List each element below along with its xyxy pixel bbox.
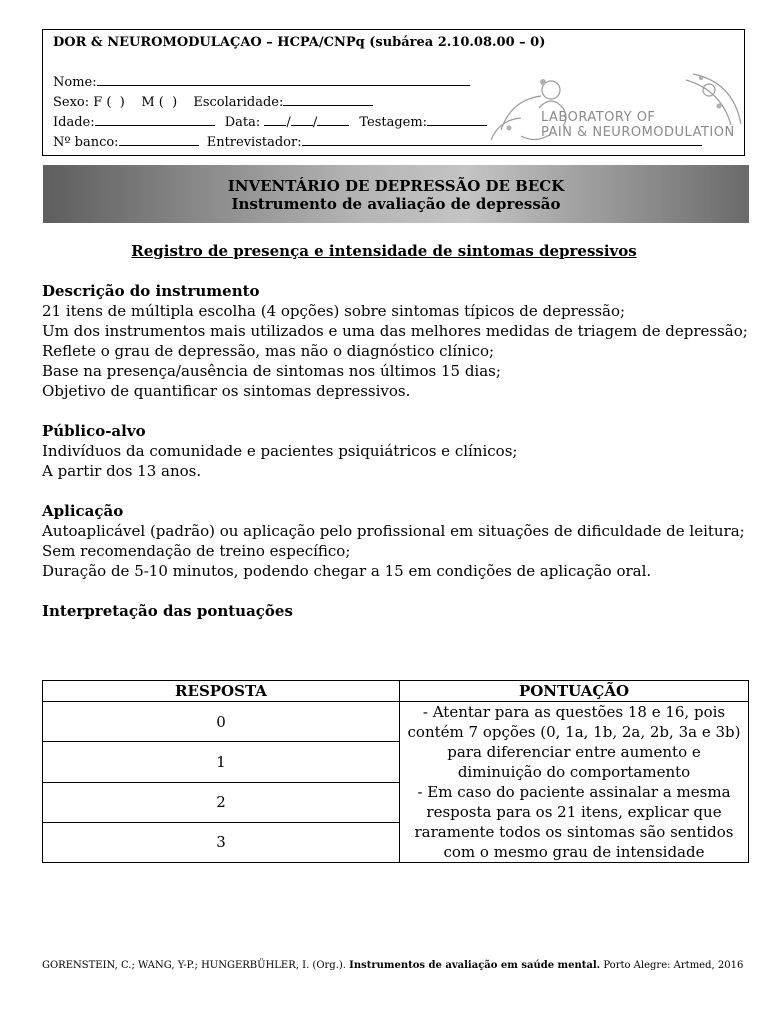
- idade-row: Idade: Data: / / Testagem:: [53, 113, 487, 130]
- publico-line: A partir dos 13 anos.: [42, 462, 202, 480]
- escolaridade-label: Escolaridade:: [193, 95, 284, 110]
- lab-logo: [481, 70, 743, 148]
- title-band: [43, 165, 749, 223]
- publico-line: Indivíduos da comunidade e pacientes psiquiátricos e clínicos;: [42, 442, 518, 460]
- footer-publisher: Porto Alegre: Artmed, 2016: [603, 960, 744, 971]
- note-line: - Em caso do paciente assinalar a mesma: [417, 783, 731, 801]
- aplicacao-line: Duração de 5-10 minutos, podendo chegar a 15 em condições de aplicação oral.: [42, 562, 652, 580]
- logo-line1: LABORATORY OF: [541, 110, 656, 125]
- lab-logo-text: [541, 110, 735, 140]
- footer-book: Instrumentos de avaliação em saúde mental.: [349, 960, 601, 971]
- descricao-line: Reflete o grau de depressão, mas não o diagnóstico clínico;: [42, 342, 495, 360]
- data-month-field[interactable]: [291, 113, 313, 126]
- footer-citation: [42, 960, 743, 971]
- descricao-heading: Descrição do instrumento: [42, 282, 260, 300]
- document-subtitle: Instrumento de avaliação de depressão: [231, 195, 561, 213]
- table-row: [43, 702, 749, 742]
- descricao-line: Base na presença/ausência de sintomas nos últimos 15 dias;: [42, 362, 501, 380]
- logo-line2: PAIN & NEUROMODULATION: [541, 125, 735, 140]
- interpretacao-heading: Interpretação das pontuações: [42, 602, 293, 620]
- pontuacao-note-cell: [400, 702, 749, 863]
- note-line: diminuição do comportamento: [457, 763, 691, 781]
- descricao-line: 21 itens de múltipla escolha (4 opções) sobre sintomas típicos de depressão;: [42, 302, 626, 320]
- document-title: INVENTÁRIO DE DEPRESSÃO DE BECK: [227, 177, 565, 195]
- nome-label: Nome:: [53, 75, 97, 90]
- note-line: raramente todos os sintomas são sentidos: [414, 823, 734, 841]
- sexo-row: [53, 93, 373, 110]
- testagem-field[interactable]: [427, 113, 487, 126]
- aplicacao-line: Autoaplicável (padrão) ou aplicação pelo profissional em situações de dificuldade de leitura;: [42, 522, 745, 540]
- resposta-cell: 2: [43, 782, 400, 822]
- note-line: - Atentar para as questões 18 e 16, pois: [422, 703, 726, 721]
- data-label: Data:: [224, 115, 261, 130]
- body-content: [42, 281, 748, 621]
- nome-row: [53, 73, 470, 90]
- aplicacao-line: Sem recomendação de treino específico;: [42, 542, 351, 560]
- resposta-cell: 3: [43, 822, 400, 862]
- header-form-box: [42, 29, 745, 156]
- data-year-field[interactable]: [317, 113, 349, 126]
- nbanco-field[interactable]: [119, 133, 199, 146]
- descricao-line: Um dos instrumentos mais utilizados e uma das melhores medidas de triagem de depressão;: [42, 322, 748, 340]
- nome-field[interactable]: [97, 73, 470, 86]
- data-day-field[interactable]: [264, 113, 286, 126]
- idade-label: Idade:: [53, 115, 95, 130]
- score-table: [42, 680, 749, 863]
- testagem-label: Testagem:: [359, 115, 428, 130]
- header-title: DOR & NEUROMODULAÇAO – HCPA/CNPq (subárea 2.10.08.00 – 0): [53, 35, 546, 50]
- note-line: com o mesmo grau de intensidade: [443, 843, 705, 861]
- descricao-line: Objetivo de quantificar os sintomas depressivos.: [42, 382, 411, 400]
- note-line: para diferenciar entre aumento e: [447, 743, 701, 761]
- resposta-cell: 0: [43, 702, 400, 742]
- section-subtitle: Registro de presença e intensidade de sintomas depressivos: [131, 242, 637, 260]
- note-line: resposta para os 21 itens, explicar que: [426, 803, 722, 821]
- footer-authors: GORENSTEIN, C.; WANG, Y-P.; HUNGERBÜHLER, I. (Org.).: [42, 960, 346, 971]
- idade-field[interactable]: [95, 113, 215, 126]
- aplicacao-heading: Aplicação: [42, 502, 124, 520]
- publico-heading: Público-alvo: [42, 422, 146, 440]
- entrevistador-label: Entrevistador:: [206, 135, 302, 150]
- nbanco-label: Nº banco:: [53, 135, 119, 150]
- col-pontuacao-header: PONTUAÇÃO: [400, 681, 749, 702]
- sexo-label: Sexo: F ( ) M ( ): [53, 95, 178, 110]
- escolaridade-field[interactable]: [283, 93, 373, 106]
- note-line: contém 7 opções (0, 1a, 1b, 2a, 2b, 3a e 3b): [407, 723, 741, 741]
- col-resposta-header: RESPOSTA: [43, 681, 400, 702]
- table-header-row: [43, 681, 749, 702]
- resposta-cell: 1: [43, 742, 400, 782]
